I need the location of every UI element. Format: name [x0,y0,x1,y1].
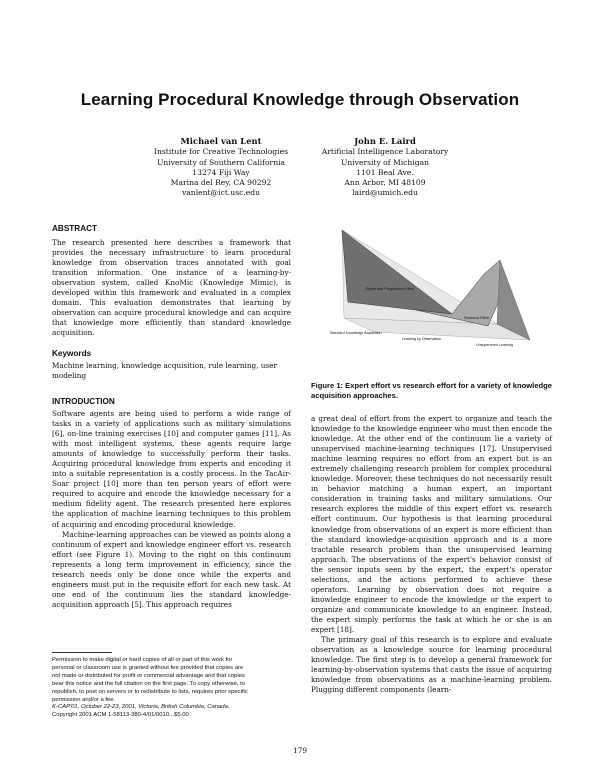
author-email: vanlent@ict.usc.edu [181,188,260,198]
author-address: Marina del Rey, CA 90292 [170,178,272,188]
figure-1 [312,222,552,358]
paragraph: The primary goal of this research is to explore and evaluate observation as a knowledge source for learning procedural knowledge. The first step is to develop a general framework for learning-by-observation systems that casts the issue of acquiring knowledge from observations as a machine-learning problem. Plugging different components (learn- [311,635,552,695]
keywords-text: Machine learning, knowledge acquisition, rule learning, user modeling [52,361,277,381]
permission-line: bear this notice and the full citation on the first page. To copy otherwise, to [52,680,246,687]
paragraph: Software agents are being used to perform a wide range of tasks in a variety of applications such as military simulations [6], on-line training exercises [10] and computer games [11]. As with most intelligent systems, these agents require large amounts of knowledge to successfully perform their tasks. Acquiring procedural knowledge from experts and encoding it into a suitable representation is a costly process. In the TacAir-Soar project [10] more than ten person years of effort were required to acquire and encode the knowledge necessary for a medium fidelity agent. The research presented here explores the application of machine learning techniques to this problem of acquiring and encoding procedural knowledge. [52,409,291,529]
label-expert-effort: Expert and Programmer Effort [366,287,414,291]
venue-line: K-CAP'01, October 22-23, 2001, Victoria, British Columbia, Canada. [52,704,230,711]
author-affiliation: University of Michigan [340,157,430,167]
introduction-heading: INTRODUCTION [52,397,115,406]
author-affiliation: Institute for Creative Technologies [154,147,288,157]
footnote-rule [52,652,112,653]
author-address: Ann Arbor, MI 48109 [344,178,426,188]
label-standard-ka: Standard Knowledge Acquisition [330,331,382,335]
abstract-heading: ABSTRACT [52,224,98,233]
label-research-effort: Research Effort [464,316,489,320]
permission-line: republish, to post on servers or to redistribute to lists, requires prior specific [52,688,248,695]
expert-effort-surface [342,230,452,314]
permission-line: permission and/or a fee. [52,696,116,703]
author-affiliation: University of Southern California [156,157,286,167]
abstract-text: The research presented here describes a framework that provides the necessary infrastructure to learn procedural knowledge from observation traces annotated with goal transition information. One instance of a learning-by-observation system, called KnoMic (Knowledge Mimic), is developed within this framework and evaluated in a complex domain. This evaluation demonstrates that learning by observation can acquire procedural knowledge and can acquire that knowledge more efficiently than standard knowledge acquisition. [52,238,291,338]
figure-1-graphic [312,222,552,358]
author-block-2 [275,136,495,199]
paragraph: Machine-learning approaches can be viewed as points along a continuum of expert and knowledge engineer effort vs. research effort (see Figure 1). Moving to the right on this continuum represents a long term improvement in efficiency, since the research needs only be done once while the experts and engineers must put in the requisite effort for each new task. At one end of the continuum lies the standard knowledge-acquisition approach [5]. This approach requires [52,529,291,609]
permission-line: personal or classroom use is granted without fee provided that copies are [52,664,244,671]
paper-title: Learning Procedural Knowledge through Observation [80,90,520,109]
author-email: laird@umich.edu [352,188,418,198]
introduction-body [52,409,291,610]
copyright-line: Copyright 2001 ACM 1-58113-380-4/01/0010...$5.00 [52,712,189,719]
author-name: Michael van Lent [180,136,262,146]
figure-1-caption: Figure 1: Expert effort vs research effort for a variety of knowledge acquisition approaches. [311,381,552,401]
permission-notice [52,657,292,720]
page-number: 179 [292,746,308,755]
author-affiliation: Artificial Intelligence Laboratory [321,147,449,157]
paragraph: a great deal of effort from the expert to organize and teach the knowledge to the knowledge engineer who must then encode the knowledge. At the other end of the continuum lie a variety of unsupervised machine-learning techniques [17]. Unsupervised machine learning requires no effort from an expert but is an extremely challenging research problem for complex procedural knowledge. Moreover, these techniques do not necessarily result in behavior matching a human expert, an important consideration in training tasks and military simulations. Our research explores the middle of this expert effort vs. research effort continuum. Our hypothesis is that learning procedural knowledge from observations of an expert is more efficient than the standard knowledge-acquisition approach and is a more tractable research problem than the unsupervised learning approach. The observations of the expert's behavior consist of the sensor inputs seen by the expert, the expert's operator selections, and the actions performed to achieve these operators. Learning by observation does not require a knowledge engineer to encode the knowledge or the expert to organize and communicate knowledge to an engineer. Instead, the expert simply performs the task at which he or she is an expert [18]. [311,414,552,634]
right-column-body [311,414,552,695]
author-address: 1101 Beal Ave. [356,167,414,177]
label-observation: Learning by Observation [402,337,442,341]
author-name: John E. Laird [354,136,416,146]
permission-line: not made or distributed for profit or commercial advantage and that copies [52,672,245,679]
permission-line: Permission to make digital or hard copies of all or part of this work for [52,657,233,663]
keywords-heading: Keywords [52,349,92,358]
author-address: 13274 Fiji Way [192,167,250,177]
label-unsupervised: Unsupervised Learning [476,343,513,347]
